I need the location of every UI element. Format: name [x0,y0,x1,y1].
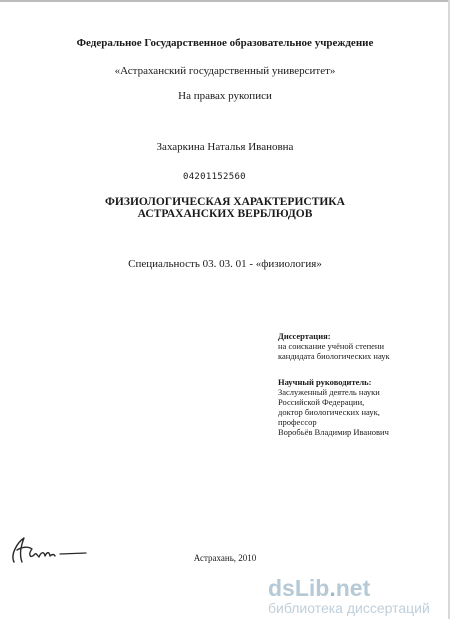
dissertation-line-1: на соискание учёной степени [278,341,385,351]
supervisor-line-1: Заслуженный деятель науки [278,387,380,397]
supervisor-line-3: доктор биологических наук, [278,407,380,417]
scan-top-edge [0,0,450,2]
author-name: Захаркина Наталья Ивановна [156,141,294,153]
dissertation-label: Диссертация: [278,331,331,341]
watermark-logo-main: dsLib [268,575,330,601]
watermark-logo [268,575,446,602]
dissertation-block [278,331,390,361]
title-line-1: ФИЗИОЛОГИЧЕСКАЯ ХАРАКТЕРИСТИКА [105,196,345,208]
handwritten-signature [8,532,98,572]
watermark-logo-dot: . [329,575,336,601]
supervisor-label: Научный руководитель: [278,377,372,387]
dslib-watermark [268,575,446,616]
supervisor-line-2: Российской Федерации, [278,397,365,407]
dissertation-line-2: кандидата биологических наук [278,351,390,361]
supervisor-line-5: Воробьёв Владимир Иванович [278,427,389,437]
supervisor-block [278,377,389,437]
institution-name: Федеральное Государственное образовательное учреждение [76,37,374,49]
specialty: Специальность 03. 03. 01 - «физиология» [128,258,322,270]
university-name: «Астраханский государственный университет» [114,65,336,77]
city-year: Астрахань, 2010 [193,553,257,563]
document-code: 04201152560 [183,172,246,182]
watermark-tagline: библиотека диссертаций [268,600,430,616]
rights-notice: На правах рукописи [178,90,272,102]
watermark-logo-tld: net [335,575,371,601]
supervisor-line-4: профессор [278,417,317,427]
title-line-2: АСТРАХАНСКИХ ВЕРБЛЮДОВ [137,208,313,220]
